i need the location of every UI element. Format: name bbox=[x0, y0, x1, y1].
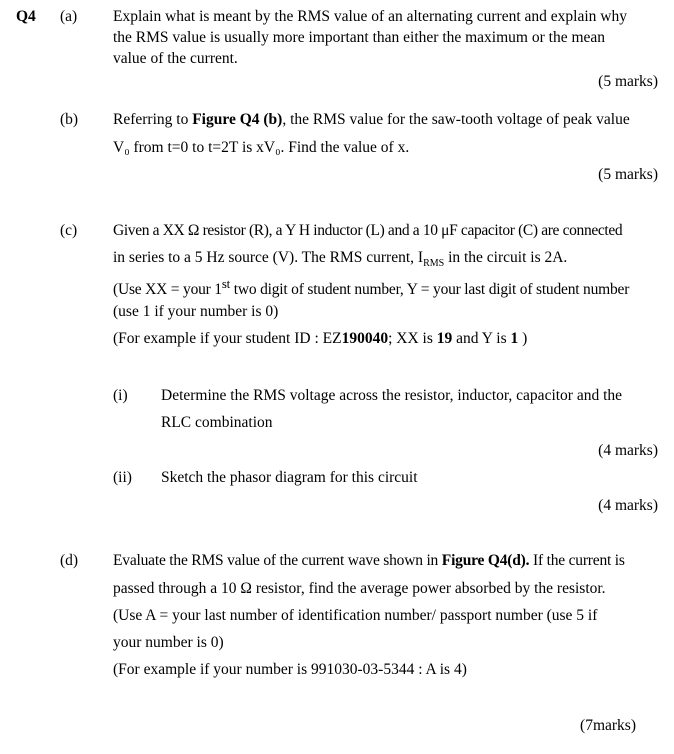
part-c-label: (c) bbox=[60, 222, 78, 239]
part-c-line-5 bbox=[113, 330, 527, 348]
part-c-line-3-post: two digit of student number, Y = your last digit of student number bbox=[230, 281, 630, 299]
part-c-line-2-pre: in series to a 5 Hz source (V). The RMS current, I bbox=[113, 249, 424, 266]
sub-i-line-1: Determine the RMS voltage across the resistor, inductor, capacitor and the bbox=[161, 387, 623, 404]
example-xx: 19 bbox=[436, 330, 453, 347]
example-y: 1 bbox=[510, 330, 519, 347]
part-d-line-2: passed through a 10 Ω resistor, find the average power absorbed by the resistor. bbox=[113, 580, 606, 597]
part-a-line-3: value of the current. bbox=[113, 50, 238, 67]
part-a-label: (a) bbox=[60, 8, 78, 25]
part-b-label: (b) bbox=[60, 111, 79, 128]
sub-i-marks: (4 marks) bbox=[598, 442, 658, 459]
part-c-line-5-pre: (For example if your student ID : EZ bbox=[113, 330, 342, 347]
part-d-line-5: (For example if your number is 991030-03-5344 : A is 4) bbox=[113, 661, 467, 678]
part-d-line-3: (Use A = your last number of identification number/ passport number (use 5 if bbox=[113, 607, 598, 624]
st-superscript: st bbox=[221, 276, 231, 291]
sub-i-line-2: RLC combination bbox=[161, 414, 273, 431]
part-d-line-1-post: If the current is bbox=[529, 552, 625, 569]
part-a-line-2: the RMS value is usually more important than either the maximum or the mean bbox=[113, 29, 606, 46]
question-number: Q4 bbox=[16, 8, 36, 25]
part-c-line-1: Given a XX Ω resistor (R), a Y H inductor (L) and a 10 μF capacitor (C) are connected bbox=[113, 222, 623, 239]
part-b-line-1 bbox=[113, 111, 630, 129]
part-d-marks: (7marks) bbox=[580, 717, 636, 734]
figure-q4b-ref: Figure Q4 (b) bbox=[192, 111, 283, 128]
part-b-marks: (5 marks) bbox=[598, 166, 658, 183]
part-d-line-1-pre: Evaluate the RMS value of the current wave shown in bbox=[113, 552, 442, 569]
part-b-line-1-pre: Referring to bbox=[113, 111, 193, 128]
rms-subscript: RMS bbox=[423, 258, 445, 270]
example-student-id: 190040 bbox=[341, 330, 389, 347]
part-d-label: (d) bbox=[60, 552, 79, 569]
part-b-line-1-post: , the RMS value for the saw-tooth voltage of peak value bbox=[282, 111, 630, 128]
part-c-line-2-post: in the circuit is 2A. bbox=[444, 249, 568, 266]
figure-q4d-ref: Figure Q4(d). bbox=[441, 552, 530, 569]
part-c-line-5-mid: ; XX is bbox=[388, 330, 437, 347]
sub-ii-text: Sketch the phasor diagram for this circuit bbox=[161, 469, 418, 486]
part-c-line-5-mid2: and Y is bbox=[452, 330, 511, 347]
part-a-line-1: Explain what is meant by the RMS value of an alternating current and explain why bbox=[113, 8, 627, 25]
sub-i-label: (i) bbox=[113, 387, 128, 404]
part-b-line-2: V₀ from t=0 to t=2T is xV₀. Find the value of x. bbox=[113, 139, 410, 156]
sub-ii-label: (ii) bbox=[113, 469, 132, 486]
part-c-line-5-post: ) bbox=[518, 330, 528, 347]
part-d-line-1 bbox=[113, 552, 625, 570]
part-c-line-4: (use 1 if your number is 0) bbox=[113, 303, 279, 320]
part-a-marks: (5 marks) bbox=[598, 73, 658, 90]
part-d-line-4: your number is 0) bbox=[113, 634, 224, 651]
part-c-line-2 bbox=[113, 249, 567, 269]
part-c-line-3 bbox=[113, 276, 629, 299]
sub-ii-marks: (4 marks) bbox=[598, 497, 658, 514]
part-c-line-3-pre: (Use XX = your 1 bbox=[113, 281, 222, 299]
